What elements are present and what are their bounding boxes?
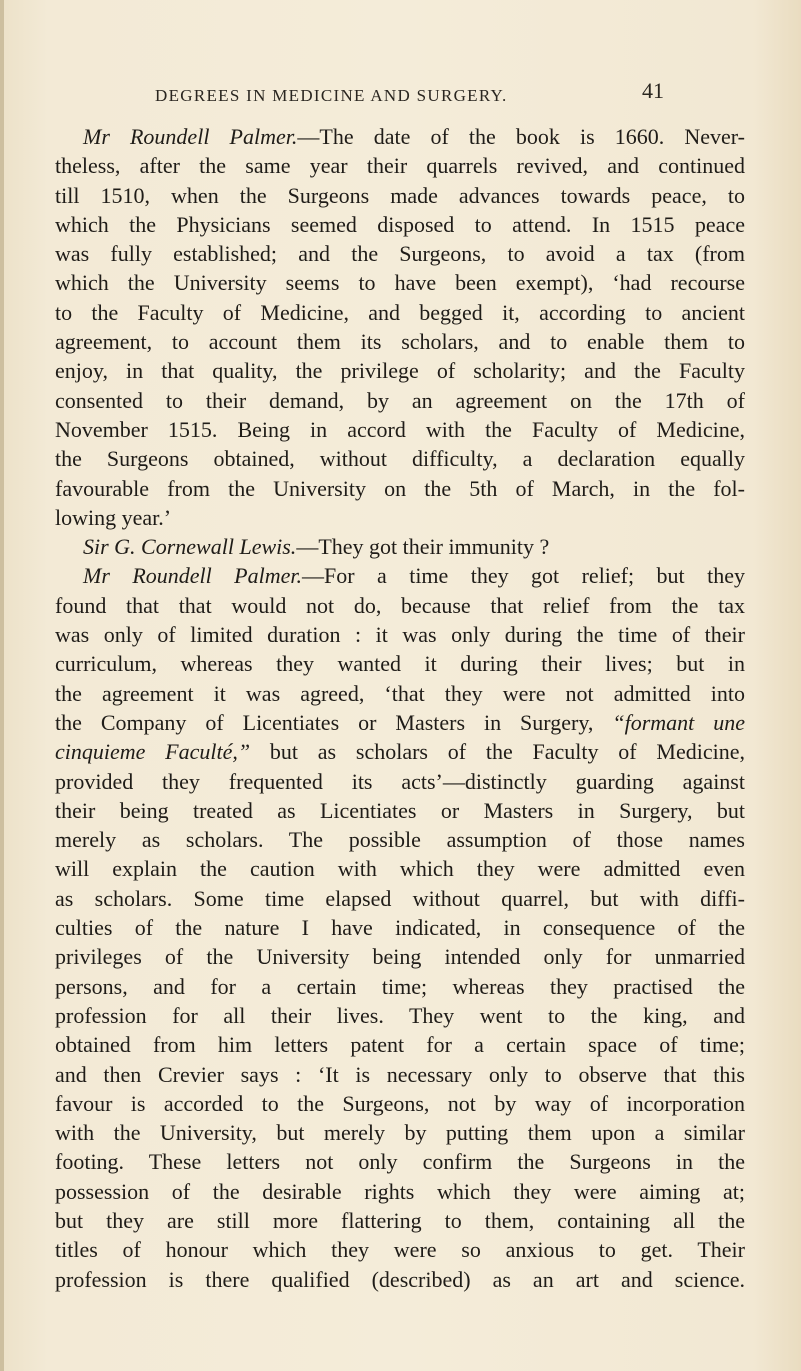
text-line: titles of honour which they were so anxious to get. Their: [55, 1237, 745, 1263]
text-line: the Company of Licentiates or Masters in Surgery, “formant une: [55, 709, 745, 735]
text-line: culties of the nature I have indicated, in consequence of the: [55, 915, 745, 941]
running-head: [60, 78, 800, 108]
text-line: profession for all their lives. They went to the king, and: [55, 1002, 745, 1028]
text-line: but they are still more flattering to them, containing all the: [55, 1207, 745, 1233]
text-line: Mr Roundell Palmer.—The date of the book is 1660. Never-: [83, 124, 745, 149]
text-line: with the University, but merely by putting them upon a similar: [55, 1120, 745, 1146]
text-line: agreement, to account them its scholars, and to enable them to: [55, 329, 745, 355]
text-line: the Surgeons obtained, without difficulty, a declaration equally: [55, 446, 745, 472]
speaker-name: Mr Roundell Palmer.: [83, 563, 303, 589]
text-line: enjoy, in that quality, the privilege of scholarity; and the Faculty: [55, 358, 745, 384]
page-number: 41: [642, 78, 664, 103]
text-line: theless, after the same year their quarrels revived, and continued: [55, 153, 745, 179]
text-line: lowing year.’: [55, 504, 172, 530]
page-edge: [0, 0, 4, 1371]
foreign-phrase: “formant une: [612, 709, 745, 735]
text-line: found that that would not do, because that relief from the tax: [55, 592, 745, 618]
text-line: favourable from the University on the 5th of March, in the fol-: [55, 475, 745, 501]
text-line: the agreement it was agreed, ‘that they were not admitted into: [55, 680, 745, 706]
text-line: till 1510, when the Surgeons made advances towards peace, to: [55, 182, 745, 208]
text-line: as scholars. Some time elapsed without quarrel, but with diffi-: [55, 885, 745, 911]
paragraph-1: [55, 122, 745, 532]
text-line: curriculum, whereas they wanted it during their lives; but in: [55, 651, 745, 677]
text-line: which the Physicians seemed disposed to attend. In 1515 peace: [55, 211, 745, 237]
text-line: which the University seems to have been exempt), ‘had recourse: [55, 270, 745, 296]
text-line: profession is there qualified (described) as an art and science.: [55, 1266, 745, 1292]
body-text: [55, 122, 745, 1294]
text-line: to the Faculty of Medicine, and begged it, according to ancient: [55, 299, 745, 325]
text-line: persons, and for a certain time; whereas they practised the: [55, 973, 745, 999]
text-line: Mr Roundell Palmer.—For a time they got relief; but they: [83, 563, 745, 589]
text-line: consented to their demand, by an agreement on the 17th of: [55, 387, 745, 413]
text-line: November 1515. Being in accord with the Faculty of Medicine,: [55, 416, 745, 442]
text-line: and then Crevier says : ‘It is necessary only to observe that this: [55, 1061, 745, 1087]
text-line: footing. These letters not only confirm the Surgeons in the: [55, 1149, 745, 1175]
paragraph-3: [55, 561, 745, 1293]
text-line: was fully established; and the Surgeons, to avoid a tax (from: [55, 241, 745, 267]
text-line: favour is accorded to the Surgeons, not by way of incorporation: [55, 1090, 745, 1116]
paragraph-2: [55, 532, 745, 561]
text-line: was only of limited duration : it was only during the time of their: [55, 622, 745, 648]
running-title: DEGREES IN MEDICINE AND SURGERY.: [155, 86, 508, 105]
speaker-name: Sir G. Cornewall Lewis.: [83, 534, 297, 560]
text-line: obtained from him letters patent for a certain space of time;: [55, 1032, 745, 1058]
text-line: merely as scholars. The possible assumption of those names: [55, 827, 745, 853]
text-line: their being treated as Licentiates or Masters in Surgery, but: [55, 797, 745, 823]
text-line: provided they frequented its acts’—distinctly guarding against: [55, 768, 745, 794]
text-line: privileges of the University being intended only for unmarried: [55, 944, 745, 970]
text-line: cinquieme Faculté,” but as scholars of the Faculty of Medicine,: [55, 739, 745, 765]
speaker-name: Mr Roundell Palmer.: [83, 124, 298, 149]
text-line: will explain the caution with which they were admitted even: [55, 856, 745, 882]
text-line: Sir G. Cornewall Lewis.—They got their immunity ?: [83, 534, 550, 560]
text-line: possession of the desirable rights which they were aiming at;: [55, 1178, 745, 1204]
foreign-phrase: cinquieme Faculté,”: [55, 739, 251, 765]
